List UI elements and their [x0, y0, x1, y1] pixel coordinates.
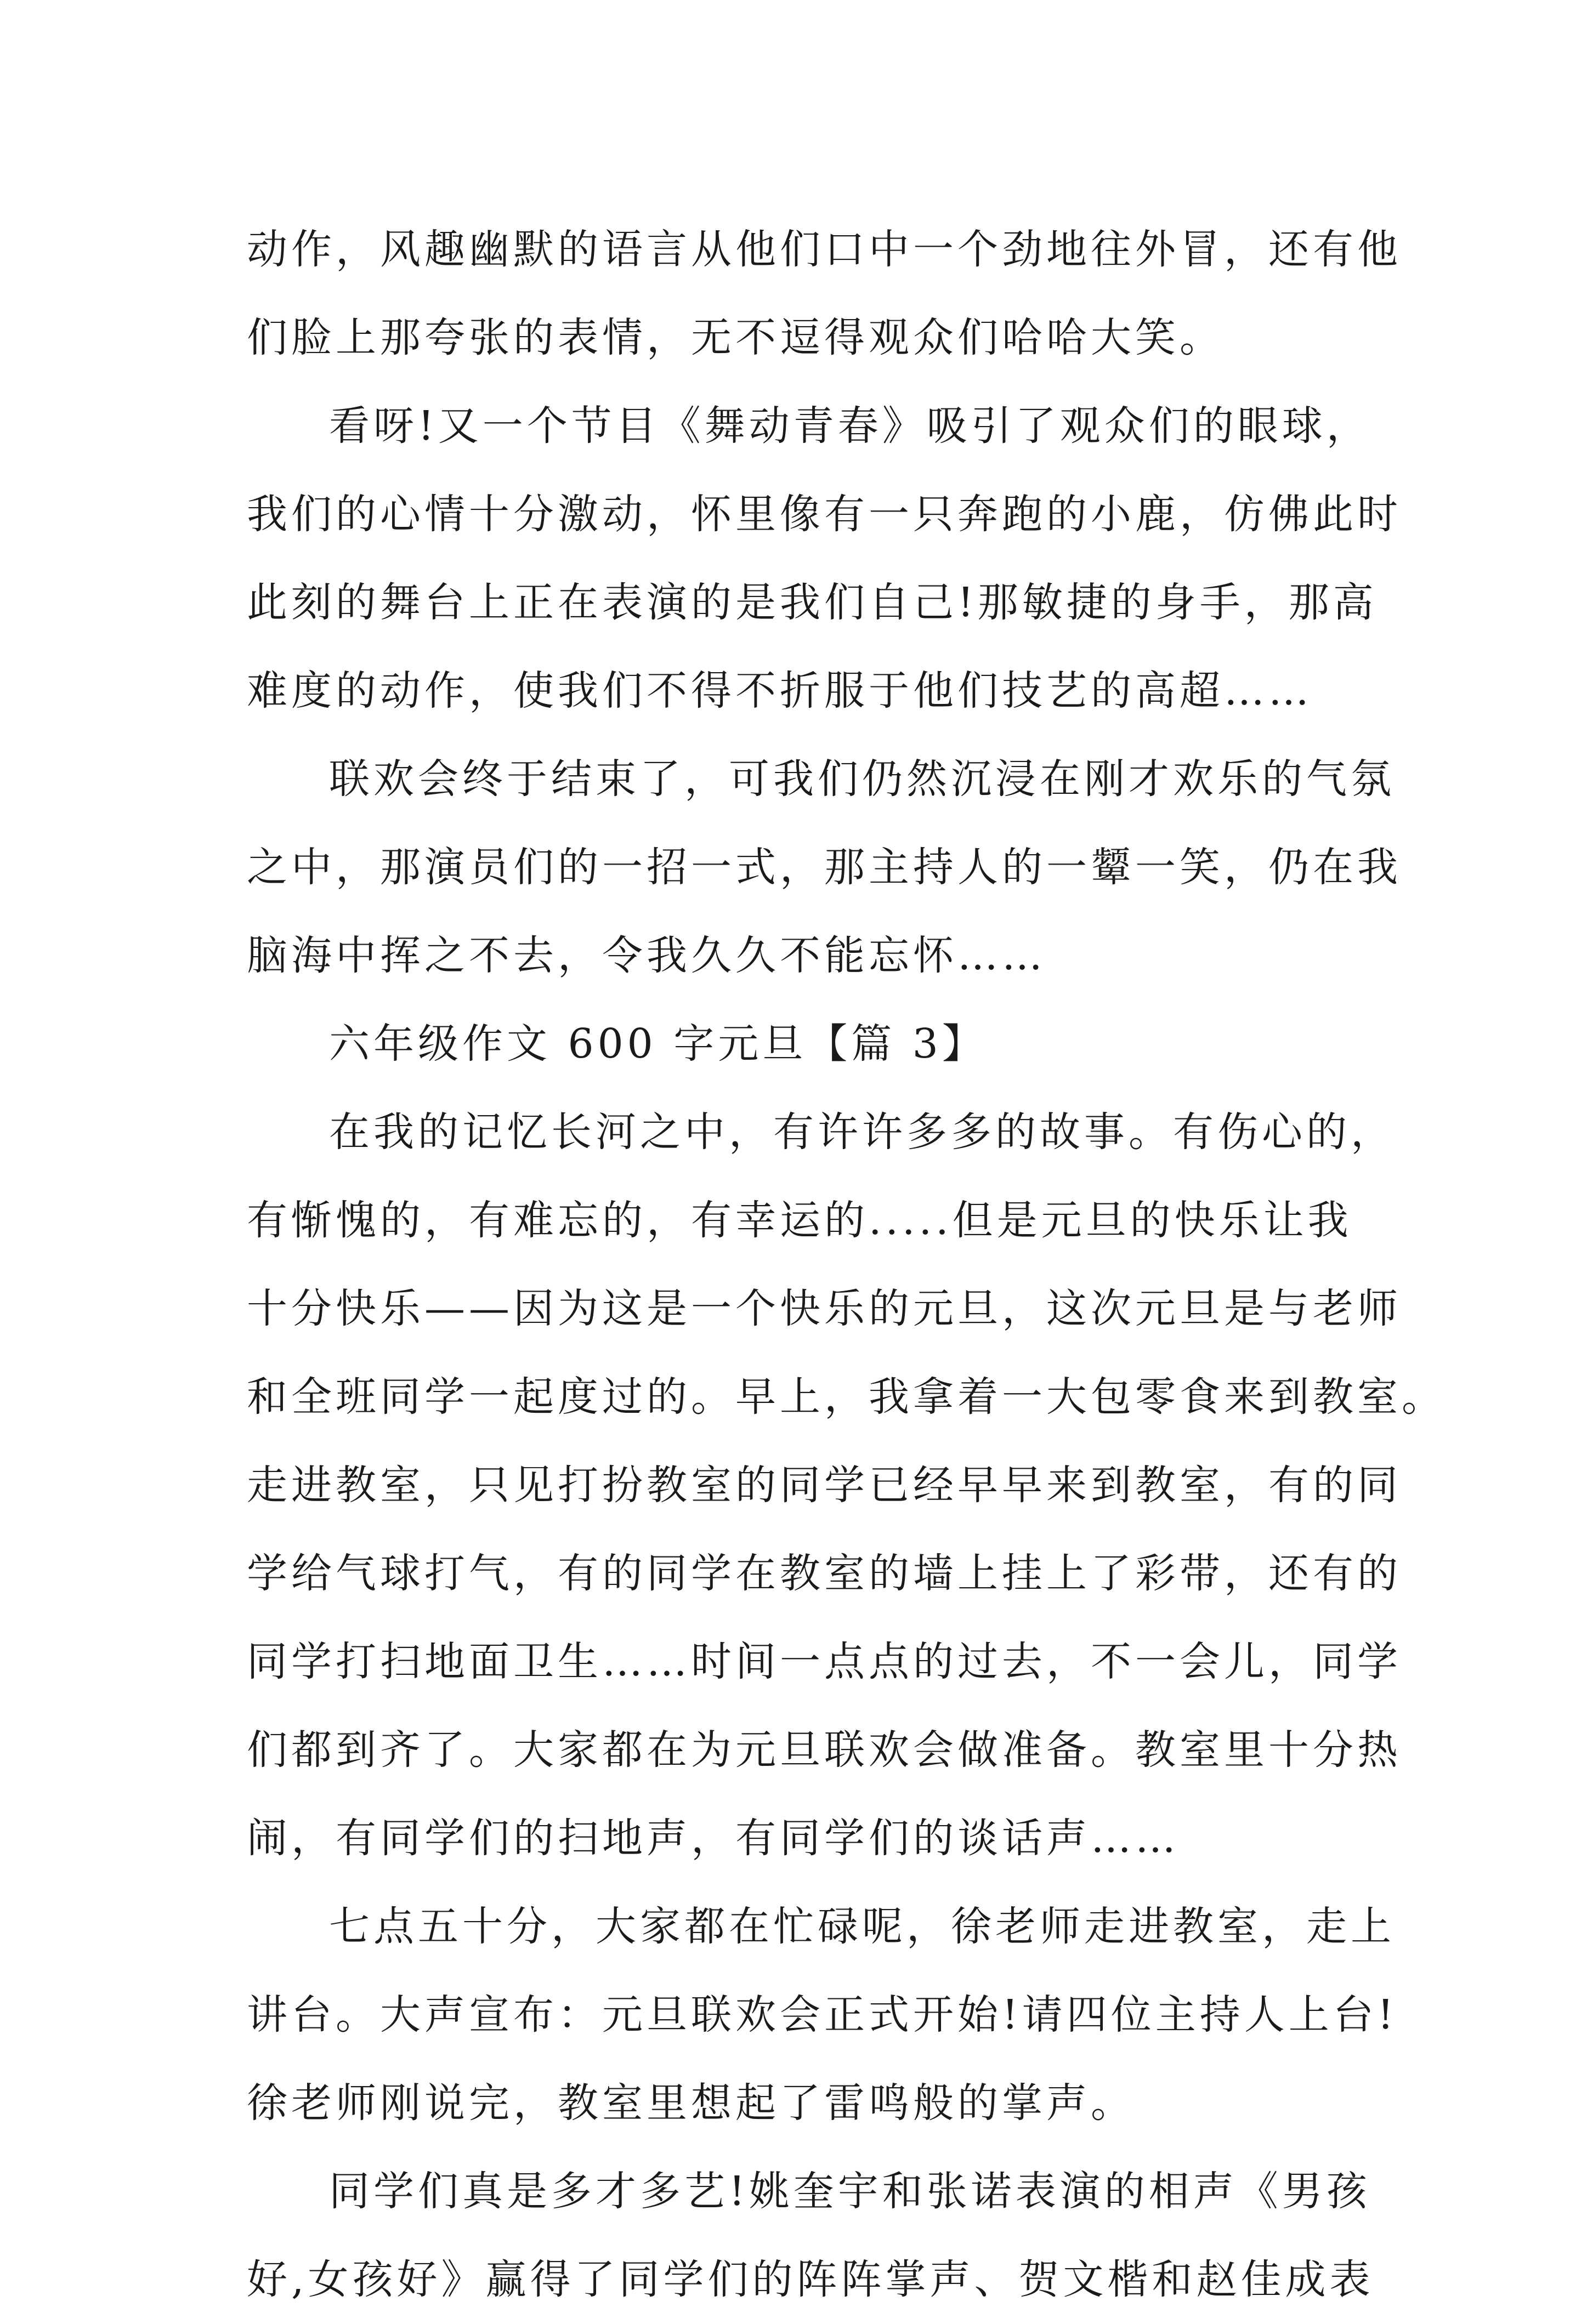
section-heading: 六年级作文 600 字元旦【篇 3】: [329, 1020, 987, 1067]
paragraph-start-line: 联欢会终于结束了，可我们仍然沉浸在刚才欢乐的气氛: [329, 755, 1395, 803]
text-line: 们都到齐了。大家都在为元旦联欢会做准备。教室里十分热: [247, 1726, 1402, 1774]
text-line: 徐老师刚说完，教室里想起了雷鸣般的掌声。: [247, 2079, 1135, 2127]
text-line: 们脸上那夸张的表情，无不逗得观众们哈哈大笑。: [247, 314, 1224, 361]
text-line: 有惭愧的，有难忘的，有幸运的.....但是元旦的快乐让我: [247, 1197, 1352, 1244]
text-line: 脑海中挥之不去，令我久久不能忘怀……: [247, 932, 1046, 979]
text-line: 动作，风趣幽默的语言从他们口中一个劲地往外冒，还有他: [247, 226, 1402, 273]
text-line: 学给气球打气，有的同学在教室的墙上挂上了彩带，还有的: [247, 1550, 1402, 1597]
paragraph-start-line: 同学们真是多才多艺!姚奎宇和张诺表演的相声《男孩: [329, 2168, 1371, 2215]
text-line: 同学打扫地面卫生……时间一点点的过去，不一会儿，同学: [247, 1638, 1402, 1685]
text-line: 闹，有同学们的扫地声，有同学们的谈话声……: [247, 1815, 1180, 1862]
text-line: 我们的心情十分激动，怀里像有一只奔跑的小鹿，仿佛此时: [247, 491, 1402, 538]
text-line: 之中，那演员们的一招一式，那主持人的一颦一笑，仍在我: [247, 844, 1402, 891]
text-line: 难度的动作，使我们不得不折服于他们技艺的高超……: [247, 667, 1313, 714]
text-line: 此刻的舞台上正在表演的是我们自己!那敏捷的身手，那高: [247, 579, 1378, 626]
paragraph-start-line: 在我的记忆长河之中，有许许多多的故事。有伤心的，: [329, 1109, 1395, 1156]
text-line: 十分快乐——因为这是一个快乐的元旦，这次元旦是与老师: [247, 1285, 1402, 1332]
paragraph-start-line: 看呀!又一个节目《舞动青春》吸引了观众们的眼球，: [329, 402, 1371, 450]
text-line: 走进教室，只见打扮教室的同学已经早早来到教室，有的同: [247, 1462, 1402, 1509]
text-line: 和全班同学一起度过的。早上，我拿着一大包零食来到教室。: [247, 1373, 1446, 1420]
text-line: 好,女孩好》赢得了同学们的阵阵掌声、贺文楷和赵佳成表: [247, 2256, 1374, 2303]
paragraph-start-line: 七点五十分，大家都在忙碌呢，徐老师走进教室，走上: [329, 1903, 1395, 1950]
article-body: [247, 206, 1446, 2324]
text-line: 讲台。大声宣布：元旦联欢会正式开始!请四位主持人上台!: [247, 1991, 1398, 2038]
